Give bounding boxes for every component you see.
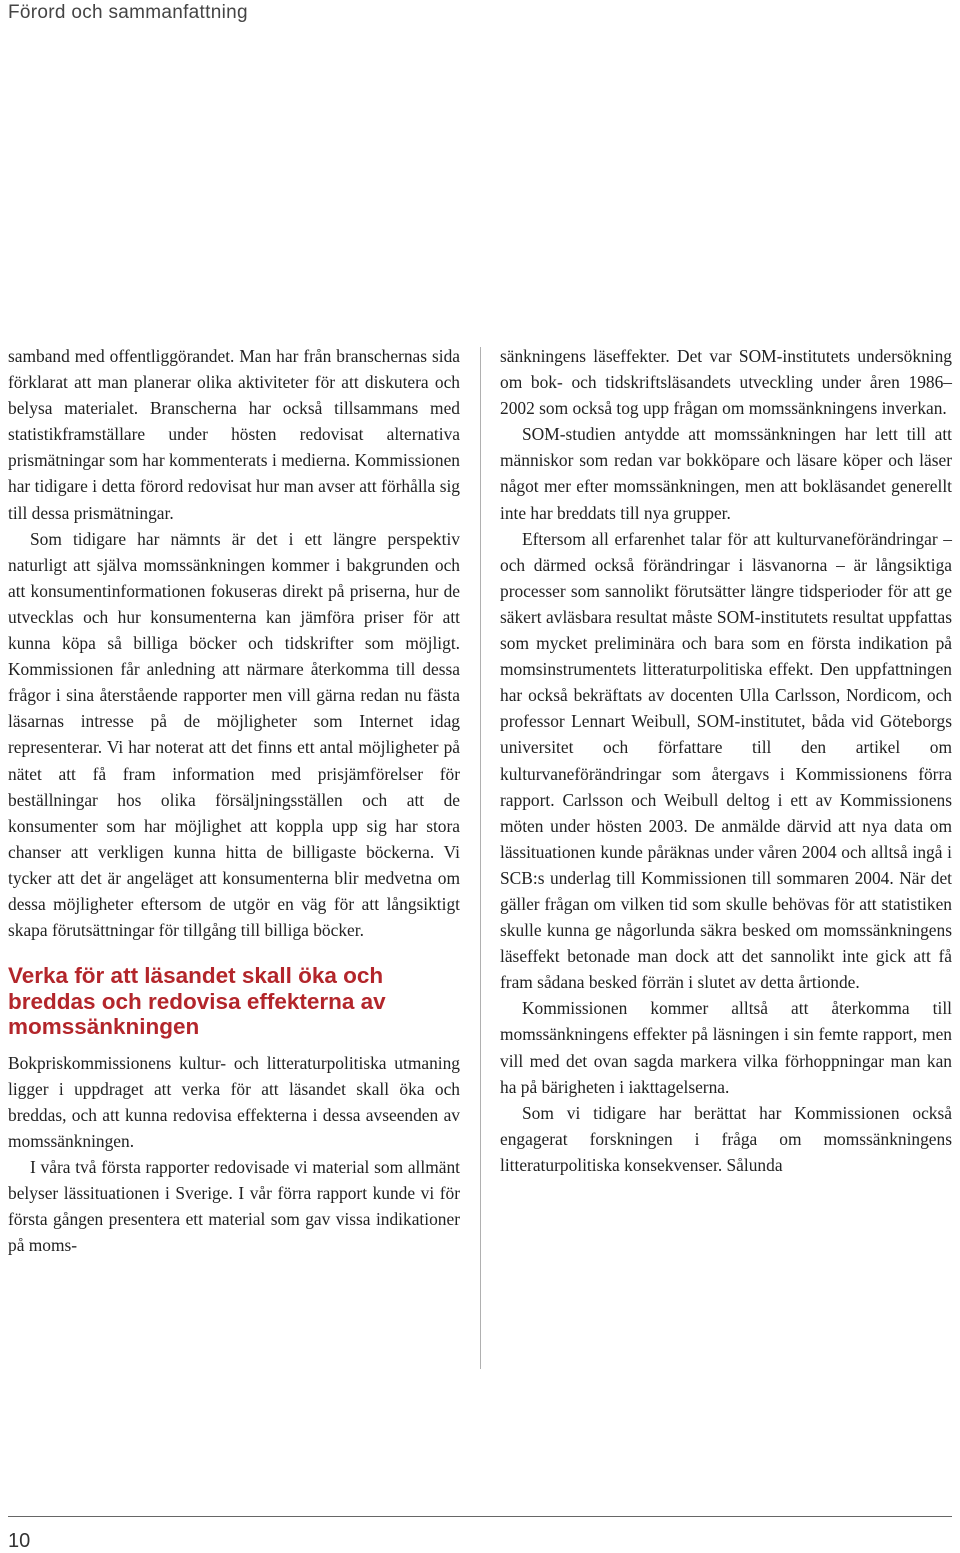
left-paragraph-3: Bokpriskommissionens kultur- och litteraturpolitiska utmaning ligger i uppdraget att verka för att läsandet skall öka och breddas, och att kunna redovisa effekterna i dessa avseenden av momssänkningen.: [8, 1052, 460, 1151]
right-paragraph-2: SOM-studien antydde att momssänkningen har lett till att människor som redan var bokköpare och läsare köper och läser något mer efter momssänkningen, men att bokläsandet generellt inte har breddats till nya grupper.: [500, 424, 952, 523]
running-header: Förord och sammanfattning: [8, 2, 248, 23]
left-paragraph-2: Som tidigare har nämnts är det i ett längre perspektiv naturligt att själva momssänkningen kommer i bakgrunden och att konsumentinformationen fokuseras direkt på priserna, hur de utvecklas och hur konsumenterna kan jämföra priser för att kunna köpa så billiga böcker och tidskrifter som möjligt. Kommissionen får anledning att närmare återkomma till dessa frågor i sina återstående rapporter men vill gärna redan nu fästa läsarnas intresse på de möjligheter som Internet idag representerar. Vi har noterat att det finns ett antal möjligheter på nätet att få fram information med prisjämförelser för beställningar hos olika försäljningsställen och att de konsumenter som har möjlighet att koppla upp sig har stora chanser att verkligen kunna hitta de billigaste böckerna. Vi tycker att det är angeläget att konsumenterna blir medvetna om dessa möjligheter eftersom de utgör en väg för att långsiktigt skapa förutsättningar för tillgång till billiga böcker.: [8, 528, 460, 941]
right-paragraph-5: Som vi tidigare har berättat har Kommissionen också engagerat forskningen i fråga om momssänkningens litteraturpolitiska konsekvenser. Sålunda: [500, 1102, 952, 1175]
footer-rule: [8, 1516, 952, 1517]
left-paragraph-1: samband med offentliggörandet. Man har från branschernas sida förklarat att man planerar olika aktiviteter för att diskutera och belysa materialet. Branscherna har också tillsammans med statistikframställare under hösten redovisat alternativa prismätningar som har kommenterats i medierna. Kommissionen har tidigare i detta förord redovisat hur man avser att förhålla sig till dessa prismätningar.: [8, 346, 460, 523]
left-paragraph-4: I våra två första rapporter redovisade vi material som allmänt belyser lässituationen i Sverige. I vår förra rapport kunde vi för första gången presentera ett material som gav vissa indikationer på moms-: [8, 1157, 460, 1256]
right-paragraph-1: sänkningens läseffekter. Det var SOM-institutets undersökning om bok- och tidskriftsläsandets utveckling under åren 1986–2002 som också tog upp frågan om momssänkningens inverkan.: [500, 346, 952, 419]
column-divider: [480, 347, 481, 1369]
right-paragraph-4: Kommissionen kommer alltså att återkomma till momssänkningens effekter på läsningen i sin femte rapport, men vill med det ovan sagda markera vilka förhoppningar man kan ha på bärigheten i iakttagelserna.: [500, 998, 952, 1097]
page-number: 10: [8, 1530, 31, 1552]
right-paragraph-3: Eftersom all erfarenhet talar för att kulturvaneförändringar – och därmed också förändringar i läsvanorna – är långsiktiga processer som sannolikt förutsätter längre tidsperioder för att ge säkert avläsbara resultat måste SOM-institutets resultat uppfattas som mycket preliminära och bara som en första indikation på momsinstrumentets litteraturpolitiska effekt. Den uppfattningen har också bekräftats av docenten Ulla Carlsson, Nordicom, och professor Lennart Weibull, SOM-institutet, båda vid Göteborgs universitet och författare till den artikel om kulturvaneförändringar som återgavs i Kommissionens förra rapport. Carlsson och Weibull deltog i ett av Kommissionens möten under hösten 2003. De anmälde därvid att nya data om lässituationen kunde påräknas under våren 2004 och alltså ingå i SCB:s underlag till Kommissionen till sommaren 2004. När det gäller frågan om vilken tid som skulle behövas för att statistiken skulle kunna ge någorlunda säkra besked om momssänkningens läseffekt betonade man dock att det sannolikt inte gick att få fram sådana besked förrän i slutet av detta årtionde.: [500, 528, 952, 993]
section-heading: Verka för att läsandet skall öka och breddas och redovisa effekterna av momssänkningen: [8, 963, 386, 1040]
right-column: [500, 343, 952, 1178]
left-column: [8, 343, 460, 1258]
